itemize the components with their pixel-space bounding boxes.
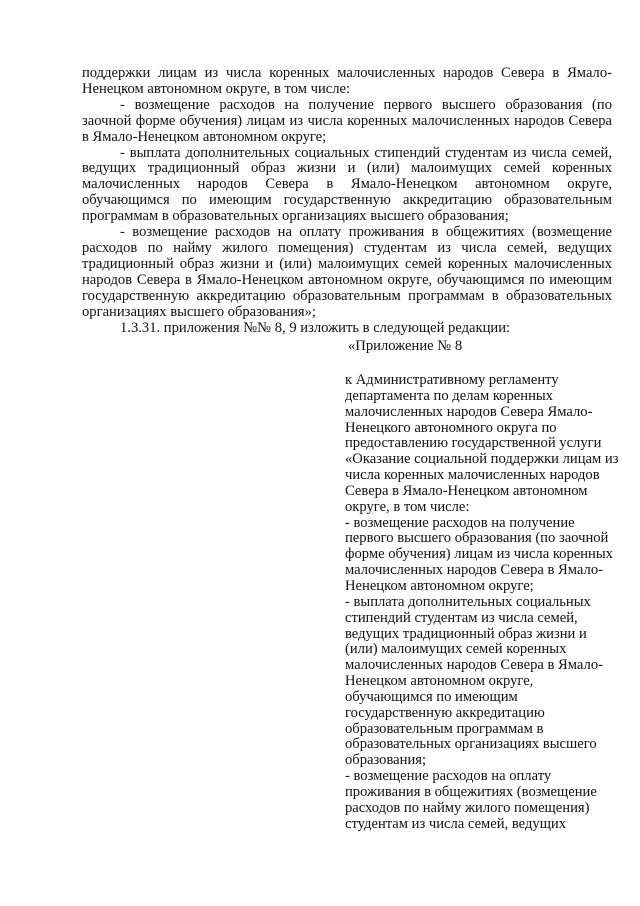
intro-paragraph: поддержки лицам из числа коренных малочисленных народов Севера в Ямало-Ненецком автономном округе, в том числе:: [82, 65, 612, 97]
appendix-item-additional-stipends: - выплата дополнительных социальных стипендий студентам из числа семей, ведущих традиционный образ жизни и (или) малоимущих семей коренных малочисленных народов Севера в Ямало-Ненецком автономном округе, обучающимся по имеющим государственную аккредитацию образовательным программам в образовательных организациях высшего образования;: [345, 593, 603, 769]
list-item-additional-stipends: - выплата дополнительных социальных стипендий студентам из числа семей, ведущих традиционный образ жизни и (или) малоимущих семей коренных малочисленных народов Севера в Ямало-Ненецком автономном округе, обучающимся по имеющим государственную аккредитацию образовательным программам в образовательных организациях высшего образования;: [82, 144, 612, 225]
clause-paragraph: 1.3.31. приложения №№ 8, 9 изложить в следующей редакции:: [120, 319, 511, 336]
main-body-text: [82, 66, 612, 336]
list-item-tuition-reimbursement: - возмещение расходов на получение первого высшего образования (по заочной форме обучения) лицам из числа коренных малочисленных народов Севера в Ямало-Ненецком автономном округе;: [82, 96, 612, 145]
list-item-dormitory-reimbursement: - возмещение расходов на оплату проживания в общежитиях (возмещение расходов по найму жилого помещения) студентам из числа семей, ведущих традиционный образ жизни и (или) малоимущих семей коренных малочисленных народов Севера в Ямало-Ненецком автономном округе, обучающимся по имеющим государственную аккредитацию образовательным программам в образовательных организациях высшего образования»;: [82, 224, 612, 320]
appendix-item-tuition-reimbursement: - возмещение расходов на получение первого высшего образования (по заочной форме обучения) лицам из числа коренных малочисленных народов Севера в Ямало-Ненецком автономном округе;: [345, 514, 613, 594]
appendix-body: [345, 373, 620, 832]
appendix-item-dormitory-reimbursement: - возмещение расходов на оплату проживания в общежитиях (возмещение расходов по найму жилого помещения) студентам из числа семей, ведущих: [345, 768, 597, 832]
appendix-reference: к Административному регламенту департамента по делам коренных малочисленных народов Севера Ямало-Ненецкого автономного округа по предоставлению государственной услуги «Оказание социальной поддержки лицам из числа коренных малочисленных народов Севера в Ямало-Ненецком автономном округе, в том числе:: [345, 372, 619, 515]
appendix-title: «Приложение № 8: [348, 338, 463, 354]
